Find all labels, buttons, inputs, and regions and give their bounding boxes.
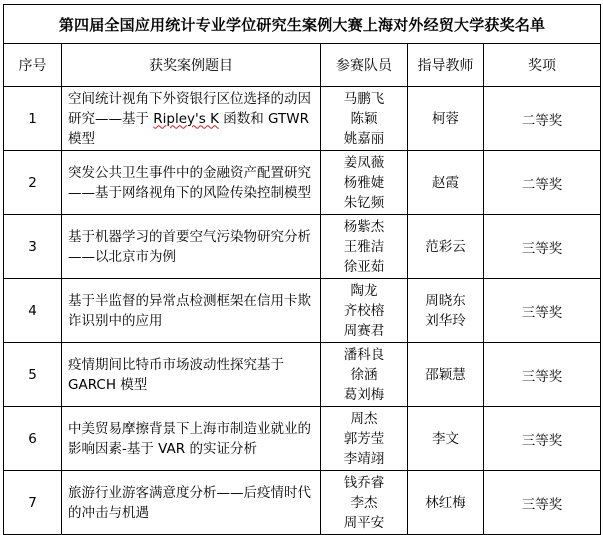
spellcheck-flagged-text: Ripley's K — [153, 110, 219, 127]
member-name: 周杰 — [350, 410, 378, 427]
row-index: 2 — [4, 151, 62, 215]
advisor — [408, 215, 484, 279]
case-title: 基于半监督的异常点检测框架在信用卡欺诈识别中的应用 — [62, 279, 321, 343]
table-row — [4, 151, 601, 215]
case-title: 中美贸易摩擦背景下上海市制造业就业的影响因素-基于 VAR 的实证分析 — [62, 407, 321, 471]
table-row — [4, 87, 601, 151]
header-row — [4, 44, 601, 87]
team-members — [321, 471, 408, 535]
team-members — [321, 279, 408, 343]
row-index: 6 — [4, 407, 62, 471]
table-row — [4, 407, 601, 471]
row-index: 7 — [4, 471, 62, 535]
column-header-members: 参赛队员 — [321, 44, 408, 87]
award: 三等奖 — [484, 471, 601, 535]
team-members — [321, 343, 408, 407]
team-members — [321, 151, 408, 215]
team-members — [321, 215, 408, 279]
award-table — [3, 4, 601, 535]
member-name: 徐涵 — [350, 366, 378, 383]
member-name: 陈颖 — [350, 110, 378, 127]
case-title: 旅游行业游客满意度分析——后疫情时代的冲击与机遇 — [62, 471, 321, 535]
member-name: 周赛君 — [343, 322, 385, 339]
member-name: 徐亚茹 — [343, 258, 385, 275]
advisor-name: 周晓东 — [425, 292, 466, 309]
member-name: 陶龙 — [350, 282, 378, 299]
member-name: 李靖翊 — [343, 450, 385, 467]
case-title-text: 函数和 GTWR 模型 — [68, 110, 309, 147]
member-name: 马鹏飞 — [343, 90, 385, 107]
table-row — [4, 279, 601, 343]
member-name: 王雅洁 — [343, 238, 385, 255]
member-name: 郭芳莹 — [343, 430, 385, 447]
team-members — [321, 87, 408, 151]
member-name: 姚嘉丽 — [343, 130, 385, 147]
row-index: 4 — [4, 279, 62, 343]
advisor-name: 林红梅 — [425, 494, 466, 511]
case-title-text: 空间统计视角下外资银行区位选择的动因研究——基于 — [68, 90, 311, 127]
member-name: 潘科良 — [343, 346, 385, 363]
member-name: 钱乔睿 — [343, 474, 385, 491]
advisor-name: 邵颖慧 — [425, 366, 466, 383]
case-title — [62, 87, 321, 151]
member-name: 杨雅婕 — [343, 174, 385, 191]
title-row — [4, 5, 601, 44]
award: 二等奖 — [484, 87, 601, 151]
advisor-name: 刘华玲 — [425, 312, 466, 329]
award: 三等奖 — [484, 215, 601, 279]
advisor — [408, 471, 484, 535]
row-index: 1 — [4, 87, 62, 151]
case-title: 疫情期间比特币市场波动性探究基于 GARCH 模型 — [62, 343, 321, 407]
award: 三等奖 — [484, 279, 601, 343]
member-name: 周平安 — [343, 514, 385, 531]
table-title: 第四届全国应用统计专业学位研究生案例大赛上海对外经贸大学获奖名单 — [4, 5, 601, 44]
column-header-advisor: 指导教师 — [408, 44, 484, 87]
advisor — [408, 343, 484, 407]
member-name: 杨紫杰 — [343, 218, 385, 235]
table-row — [4, 343, 601, 407]
column-header-award: 奖项 — [484, 44, 601, 87]
case-title: 基于机器学习的首要空气污染物研究分析——以北京市为例 — [62, 215, 321, 279]
advisor — [408, 151, 484, 215]
advisor-name: 赵霞 — [432, 174, 459, 191]
member-name: 葛刘梅 — [343, 386, 385, 403]
row-index: 5 — [4, 343, 62, 407]
team-members — [321, 407, 408, 471]
advisor-name: 范彩云 — [425, 238, 466, 255]
advisor — [408, 407, 484, 471]
member-name: 李杰 — [350, 494, 378, 511]
member-name: 姜凤薇 — [343, 154, 385, 171]
award: 二等奖 — [484, 151, 601, 215]
member-name: 齐校榕 — [343, 302, 385, 319]
advisor — [408, 279, 484, 343]
case-title: 突发公共卫生事件中的金融资产配置研究——基于网络视角下的风险传染控制模型 — [62, 151, 321, 215]
advisor-name: 柯蓉 — [432, 110, 459, 127]
award: 三等奖 — [484, 343, 601, 407]
table-row — [4, 215, 601, 279]
advisor — [408, 87, 484, 151]
column-header-case-title: 获奖案例题目 — [62, 44, 321, 87]
advisor-name: 李文 — [432, 430, 459, 447]
column-header-index: 序号 — [4, 44, 62, 87]
row-index: 3 — [4, 215, 62, 279]
member-name: 朱钇频 — [343, 194, 385, 211]
award: 三等奖 — [484, 407, 601, 471]
table-row — [4, 471, 601, 535]
